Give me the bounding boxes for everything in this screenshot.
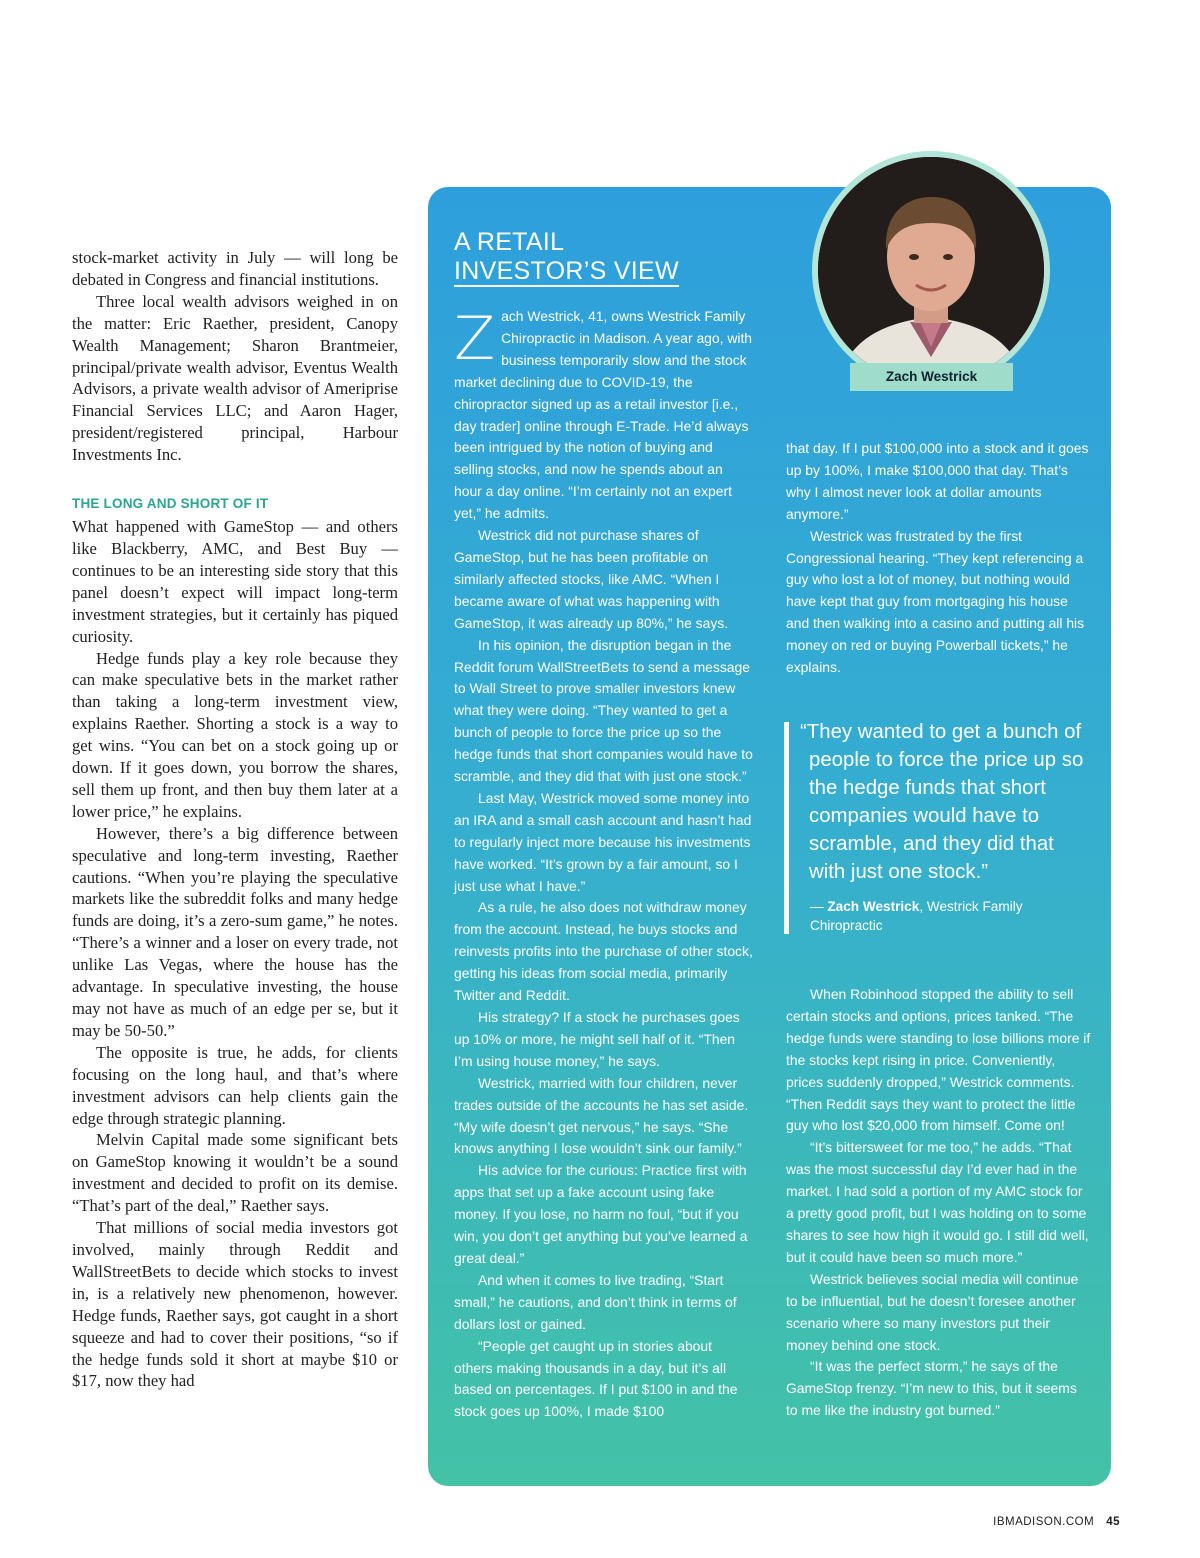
pull-quote-text: “They wanted to get a bunch of people to force the price up so the hedge funds that short companies would have to scramble, and they did that with just one stock.” — [800, 721, 1084, 883]
sidebar-title — [454, 228, 679, 287]
sidebar-paragraph — [454, 306, 754, 525]
page-number: 45 — [1106, 1516, 1120, 1528]
sidebar-paragraph: “It’s bittersweet for me too,” he adds. “That was the most successful day I’d ever had in the market. I had sold a portion of my AMC stock for a pretty good profit, but I was holding on to some shares to see how high it would go. I still did well, but it could have been so much more.” — [786, 1139, 1089, 1265]
pull-quote-bar — [784, 722, 789, 934]
headshot-photo — [818, 157, 1044, 383]
photo-caption: Zach Westrick — [850, 363, 1013, 391]
main-article-column — [72, 247, 398, 1392]
attribution-affiliation: , Westrick Family Chiropractic — [810, 899, 1023, 933]
article-paragraph: That millions of social media investors got involved, mainly through Reddit and WallStreetBets to decide which stocks to invest in, is a relatively new phenomenon, however. Hedge funds, Raether says, got caught in a short squeeze and had to cover their positions, “so if the hedge funds sold it short at maybe $10 or $17, now they had — [72, 1218, 398, 1391]
sidebar-paragraph: Westrick did not purchase shares of GameStop, but he has been profitable on similarly affected stocks, like AMC. “When I became aware of what was happening with GameStop, it was already up 80%,” he says. — [454, 527, 729, 631]
sidebar-paragraph: And when it comes to live trading, “Start small,” he cautions, and don’t think in terms of dollars lost or gained. — [454, 1271, 737, 1332]
attribution-dash: — — [810, 899, 824, 914]
sidebar-paragraph: His advice for the curious: Practice first with apps that set up a fake account using fake money. If you lose, no harm no foul, “but if you win, you don’t get anything but you’ve learned a great deal.” — [454, 1162, 748, 1266]
sidebar-paragraph: Last May, Westrick moved some money into an IRA and a small cash account and hasn’t had to regularly inject more because his investments have worked. “It’s grown by a fair amount, so I just use what I have.” — [454, 789, 752, 894]
sidebar-column-left — [454, 306, 754, 1423]
drop-cap: Z — [454, 304, 496, 374]
sidebar-column-right-lower — [786, 984, 1091, 1422]
article-paragraph: However, there’s a big difference between speculative and long-term investing, Raether cautions. “When you’re playing the speculative markets like the subreddit folks and many hedge funds are doing, it’s a zero-sum game,” he notes. “There’s a winner and a loser on every trade, not unlike Las Vegas, where the house has the advantage. In speculative investing, the house may not have as much of an edge per se, but it may be 50-50.” — [72, 823, 398, 1040]
article-paragraph: Three local wealth advisors weighed in on the matter: Eric Raether, president, Canopy Wealth Management; Sharon Brantmeier, principal/private wealth advisor, Eventus Wealth Advisors, a private wealth advisor of Ameriprise Financial Services LLC; and Aaron Hager, president/registered principal, Harbour Investments Inc. — [72, 291, 398, 465]
sidebar-title-line: A RETAIL — [454, 228, 565, 256]
sidebar-paragraph: “It was the perfect storm,” he says of the GameStop frenzy. “I’m new to this, but it seems to me like the industry got burned.” — [786, 1358, 1077, 1419]
sidebar-title-line: INVESTOR’S VIEW — [454, 257, 679, 288]
article-paragraph: Hedge funds play a key role because they can make speculative bets in the market rather than taking a long-term investment view, explains Raether. Shorting a stock is a way to get wins. “You can bet on a stock going up or down. If it goes down, you borrow the shares, sell them up front, and then buy them later at a lower price,” he explains. — [72, 648, 398, 821]
sidebar-paragraph: When Robinhood stopped the ability to sell certain stocks and options, prices tanked. “The hedge funds were standing to lose billions more if the stocks kept rising in price. Conveniently, prices suddenly dropped,” Westrick comments. “Then Reddit says they want to protect the little guy who lost $20,000 from himself. Come on! — [786, 986, 1091, 1134]
sidebar-paragraph: Westrick was frustrated by the first Congressional hearing. “They kept referencing a guy who lost a lot of money, but nothing would have kept that guy from mortgaging his house and then walking into a casino and putting all his money on red or buying Powerball tickets,” he explains. — [786, 527, 1085, 676]
pull-quote-attribution — [810, 897, 1090, 935]
sidebar-paragraph: In his opinion, the disruption began in the Reddit forum WallStreetBets to send a message to Wall Street to prove smaller investors knew what they were doing. “They wanted to get a bunch of people to force the price up so the hedge funds that short companies would have to scramble, and they did that with just one stock.” — [454, 636, 753, 785]
sidebar-paragraph: Westrick, married with four children, never trades outside of the accounts he has set aside. “My wife doesn’t get nervous,” he says. “She knows anything I lose wouldn’t sink our family.” — [454, 1074, 749, 1157]
person-portrait-icon — [818, 157, 1044, 383]
sidebar-column-right-upper — [786, 438, 1091, 679]
section-heading: THE LONG AND SHORT OF IT — [72, 496, 269, 512]
page-footer — [970, 1516, 1120, 1528]
sidebar-paragraph: His strategy? If a stock he purchases goes up 10% or more, he might sell half of it. “Then I’m using house money,” he says. — [454, 1009, 740, 1069]
article-paragraph: stock-market activity in July — will long be debated in Congress and financial institutions. — [72, 248, 398, 289]
attribution-name: Zach Westrick — [827, 899, 920, 914]
sidebar-paragraph: “People get caught up in stories about others making thousands in a day, but it’s all based on percentages. If I put $100 in and the stock goes up 100%, I made $100 — [454, 1337, 738, 1420]
article-paragraph: Melvin Capital made some significant bets on GameStop knowing it wouldn’t be a sound investment and decided to profit on its demise. “That’s part of the deal,” Raether says. — [72, 1130, 398, 1216]
pull-quote — [800, 718, 1090, 886]
sidebar-paragraph-text: ach Westrick, 41, owns Westrick Family Chiropractic in Madison. A year ago, with business temporarily slow and the stock market declining due to COVID-19, the chiropractor signed up as a retail investor [i.e., day trader] online through E-Trade. He’d always been intrigued by the notion of buying and selling stocks, and now he spends about an hour a day online. “I’m certainly not an expert yet,” he admits. — [454, 308, 753, 522]
article-paragraph: The opposite is true, he adds, for clients focusing on the long haul, and that’s where investment advisors can help clients gain the edge through strategic planning. — [72, 1042, 398, 1128]
sidebar-paragraph: that day. If I put $100,000 into a stock and it goes up by 100%, I make $100,000 that day. That’s why I almost never look at dollar amounts anymore.” — [786, 440, 1089, 522]
sidebar-paragraph: Westrick believes social media will continue to be influential, but he doesn’t foresee another scenario where so many investors put their money behind one stock. — [786, 1270, 1079, 1353]
footer-site: IBMADISON.COM — [993, 1516, 1095, 1528]
article-paragraph: What happened with GameStop — and others like Blackberry, AMC, and Best Buy — continues to be an interesting side story that this panel doesn’t expect will impact long-term investment strategies, but it certainly has piqued curiosity. — [72, 517, 398, 646]
sidebar-paragraph: As a rule, he also does not withdraw money from the account. Instead, he buys stocks and reinvests profits into the purchase of other stock, getting his ideas from social media, primarily Twitter and Reddit. — [454, 899, 753, 1004]
